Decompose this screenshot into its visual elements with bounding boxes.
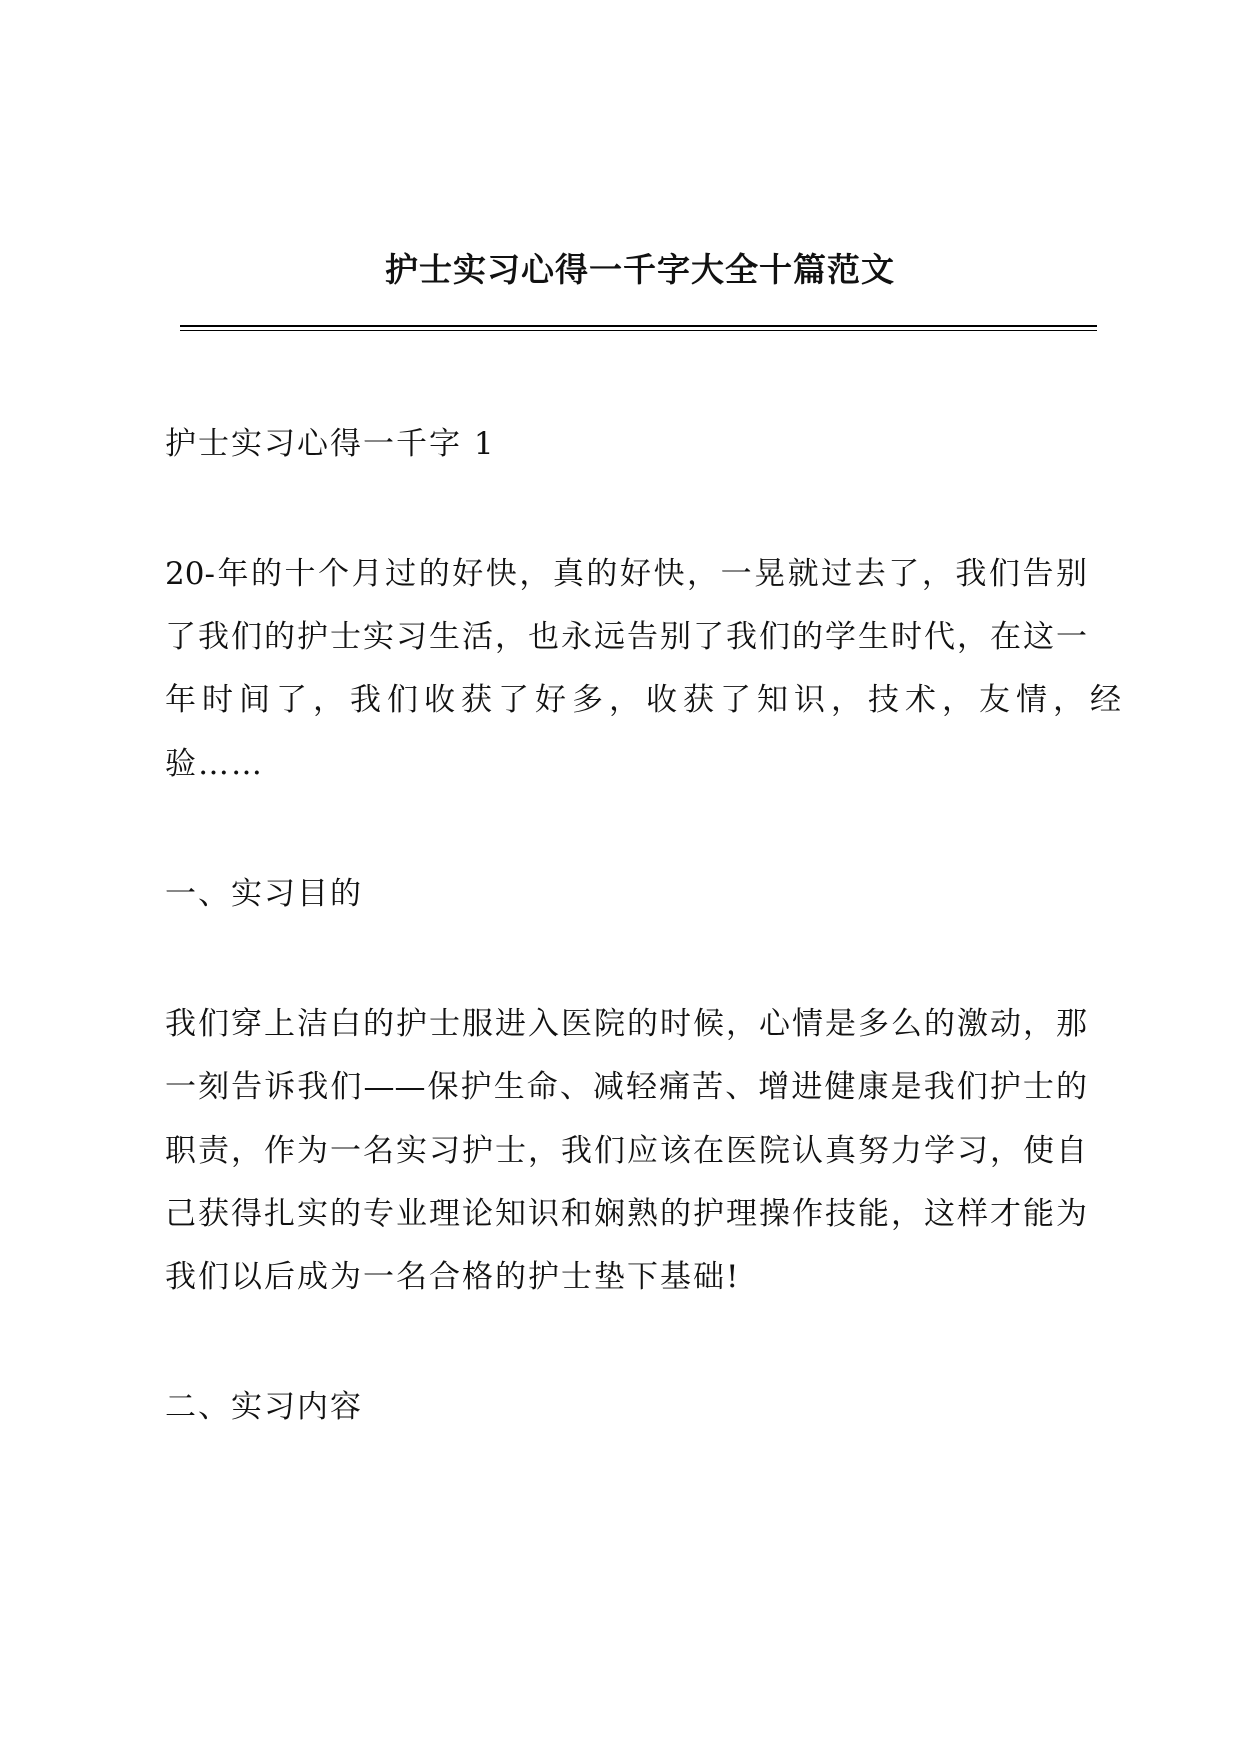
title-double-rule xyxy=(180,325,1097,331)
purpose-paragraph-line: 我们以后成为一名合格的护士垫下基础! xyxy=(165,1259,741,1295)
intro-paragraph-line: 年时间了，我们收获了好多，收获了知识，技术，友情，经 xyxy=(165,682,1127,718)
purpose-paragraph-line: 己获得扎实的专业理论知识和娴熟的护理操作技能，这样才能为 xyxy=(165,1196,1087,1232)
purpose-paragraph-line: 一刻告诉我们——保护生命、减轻痛苦、增进健康是我们护士的 xyxy=(165,1069,1087,1105)
intro-paragraph-line: 验…… xyxy=(165,746,264,782)
intro-paragraph-line: 20-年的十个月过的好快，真的好快，一晃就过去了，我们告别 xyxy=(165,556,1087,592)
intro-paragraph-line: 了我们的护士实习生活，也永远告别了我们的学生时代，在这一 xyxy=(165,619,1087,655)
section-heading: 护士实习心得一千字 1 xyxy=(165,426,496,462)
purpose-paragraph-line: 职责，作为一名实习护士，我们应该在医院认真努力学习，使自 xyxy=(165,1133,1087,1169)
heading-purpose: 一、实习目的 xyxy=(165,876,363,912)
heading-content: 二、实习内容 xyxy=(165,1389,363,1425)
document-title: 护士实习心得一千字大全十篇范文 xyxy=(385,250,895,289)
purpose-paragraph-line: 我们穿上洁白的护士服进入医院的时候，心情是多么的激动，那 xyxy=(165,1006,1087,1042)
